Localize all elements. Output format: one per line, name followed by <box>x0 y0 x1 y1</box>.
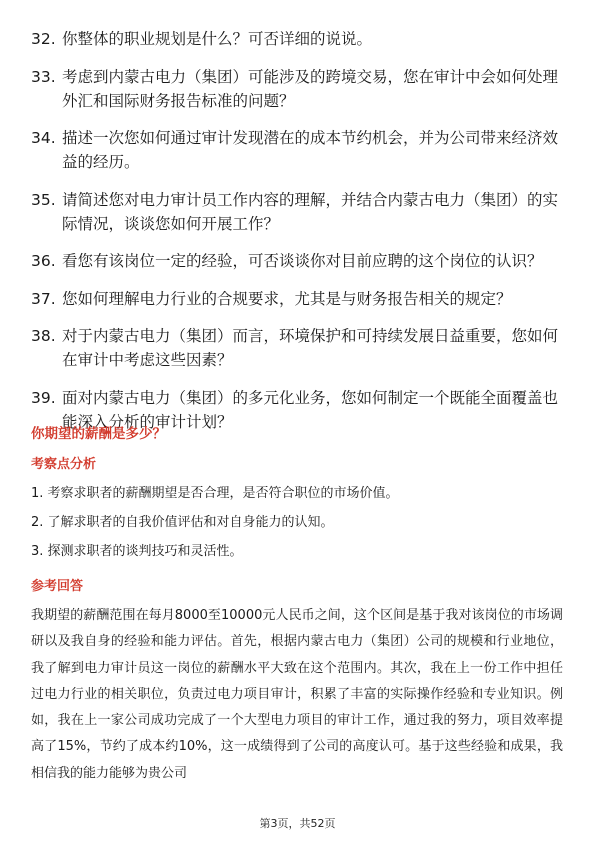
salary-question-heading: 你期望的薪酬是多少？ <box>31 426 166 442</box>
question-item <box>31 188 559 236</box>
question-item <box>31 324 559 372</box>
question-number: 32. <box>31 30 56 48</box>
question-list <box>31 27 559 447</box>
question-text: 考虑到内蒙古电力（集团）可能涉及的跨境交易，您在审计中会如何处理外汇和国际财务报告标准的问题？ <box>62 67 559 110</box>
question-item <box>31 249 559 273</box>
question-text: 看您有该岗位一定的经验，可否谈谈你对目前应聘的这个岗位的认识？ <box>62 252 543 270</box>
analysis-title: 考察点分析 <box>31 457 97 472</box>
question-number: 38. <box>31 327 56 345</box>
answer-paragraph: 我期望的薪酬范围在每月8000至10000元人民币之间，这个区间是基于我对该岗位的市场调研以及我自身的经验和能力评估。首先，根据内蒙古电力（集团）公司的规模和行业地位，我了解到电力审计员这一岗位的薪酬水平大致在这个范围内。其次，我在上一份工作中担任过电力行业的相关职位，负责过电力项目审计，积累了丰富的实际操作经验和专业知识。例如，我在上一家公司成功完成了一个大型电力项目的审计工作，通过我的努力，项目效率提高了15%，节约了成本约10%，这一成绩得到了公司的高度认可。基于这些经验和成果，我相信我的能力能够为贵公司 <box>31 608 563 781</box>
salary-section <box>31 424 563 787</box>
answer-title: 参考回答 <box>31 579 84 594</box>
analysis-point: 3. 探测求职者的谈判技巧和灵活性。 <box>31 544 243 559</box>
question-number: 37. <box>31 289 56 308</box>
question-text: 描述一次您如何通过审计发现潜在的成本节约机会，并为公司带来经济效益的经历。 <box>62 129 559 171</box>
page-number: 第3页，共52页 <box>259 817 336 830</box>
question-text: 面对内蒙古电力（集团）的多元化业务，您如何制定一个既能全面覆盖也能深入分析的审计计划？ <box>62 388 559 431</box>
question-text: 请简述您对电力审计员工作内容的理解，并结合内蒙古电力（集团）的实际情况，谈谈您如何开展工作？ <box>62 190 559 233</box>
question-text: 您如何理解电力行业的合规要求，尤其是与财务报告相关的规定？ <box>62 289 512 308</box>
question-text: 你整体的职业规划是什么？可否详细的说说。 <box>62 30 373 48</box>
question-number: 33. <box>31 67 56 86</box>
analysis-point: 2. 了解求职者的自我价值评估和对自身能力的认知。 <box>31 515 334 530</box>
question-number: 36. <box>31 252 56 270</box>
analysis-point: 1. 考察求职者的薪酬期望是否合理，是否符合职位的市场价值。 <box>31 486 399 501</box>
question-item <box>31 27 559 51</box>
question-number: 34. <box>31 129 56 147</box>
question-number: 39. <box>31 388 56 407</box>
question-item <box>31 65 559 113</box>
question-number: 35. <box>31 190 56 209</box>
question-item <box>31 126 559 174</box>
question-item <box>31 287 559 311</box>
question-text: 对于内蒙古电力（集团）而言，环境保护和可持续发展日益重要，您如何在审计中考虑这些因素？ <box>62 327 559 369</box>
